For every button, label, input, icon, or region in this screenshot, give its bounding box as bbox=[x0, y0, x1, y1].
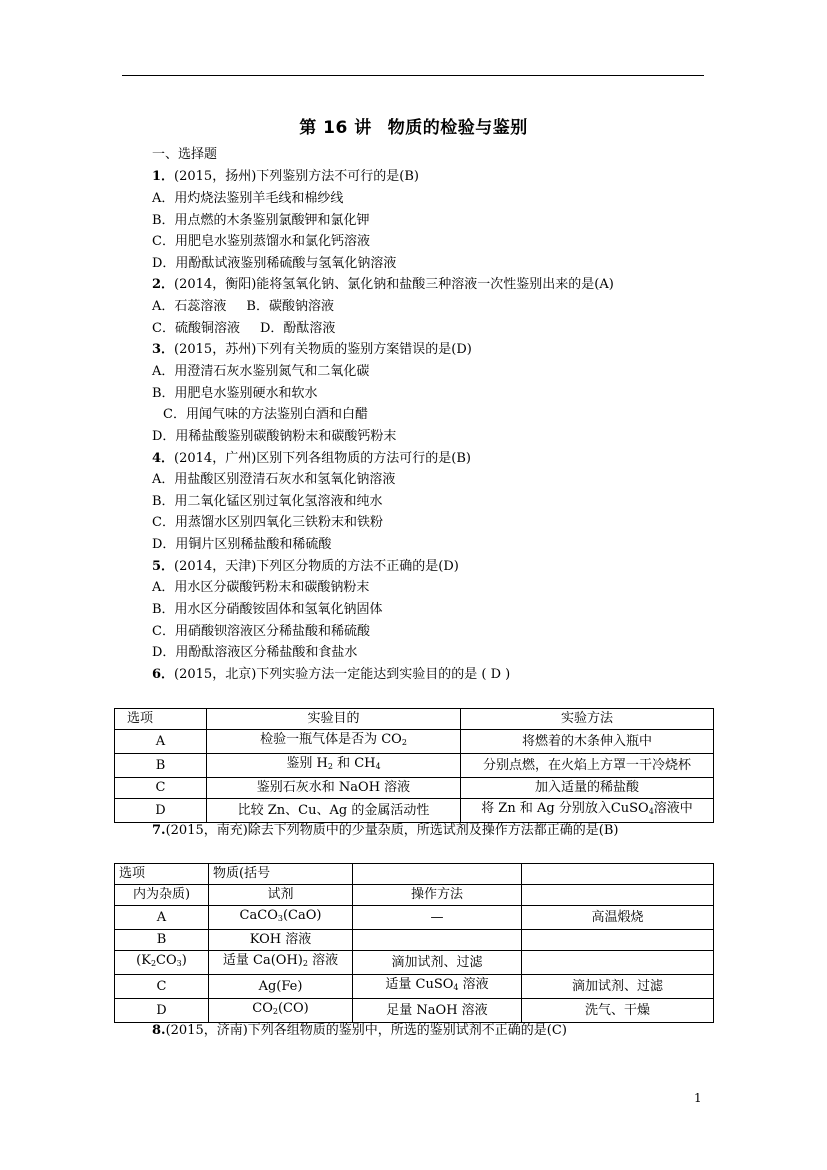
cell-text: CO bbox=[156, 953, 177, 968]
cell bbox=[522, 930, 714, 951]
question-8 bbox=[152, 1023, 567, 1039]
cell-method: 将燃着的木条伸入瓶中 bbox=[461, 730, 714, 754]
q7-stem: (2015，南充)除去下列物质中的少量杂质，所选试剂及操作方法都正确的是(B) bbox=[165, 823, 619, 838]
q4-stem: (2014，广州)区别下列各组物质的方法可行的是(B) bbox=[174, 451, 471, 466]
header-purpose: 实验目的 bbox=[207, 709, 461, 730]
subscript: 2 bbox=[327, 762, 333, 771]
cell-text: (K bbox=[136, 953, 151, 968]
cell-text: 适量 CuSO bbox=[385, 977, 454, 992]
question-2 bbox=[152, 277, 614, 293]
cell-purpose: 鉴别石灰水和 NaOH 溶液 bbox=[207, 778, 461, 799]
subscript: 3 bbox=[176, 959, 182, 968]
question-6 bbox=[152, 667, 510, 683]
q5-option-c: C．用硝酸钡溶液区分稀盐酸和稀硫酸 bbox=[152, 624, 370, 639]
q3-option-c: C．用闻气味的方法鉴别白酒和白醋 bbox=[163, 407, 368, 422]
cell-text: 和 CH bbox=[332, 756, 376, 771]
header-option: 选项 bbox=[115, 709, 207, 730]
page-number: 1 bbox=[694, 1091, 702, 1105]
q4-option-a: A．用盐酸区别澄清石灰水和氢氧化钠溶液 bbox=[152, 472, 396, 487]
cell-method bbox=[461, 799, 714, 823]
q1-number: 1． bbox=[152, 169, 175, 184]
q3-number: 3． bbox=[152, 342, 175, 357]
cell-option: B bbox=[115, 754, 207, 778]
subscript: 3 bbox=[277, 914, 283, 923]
cell-substance bbox=[209, 906, 353, 930]
subscript: 2 bbox=[401, 738, 407, 747]
q1-option-c: C．用肥皂水鉴别蒸馏水和氯化钙溶液 bbox=[152, 234, 370, 249]
table-row bbox=[115, 885, 714, 906]
q2-option-d: D．酚酞溶液 bbox=[259, 321, 336, 336]
cell-purpose bbox=[207, 754, 461, 778]
cell-method: 滴加试剂、过滤 bbox=[522, 975, 714, 999]
cell: 内为杂质) bbox=[115, 885, 209, 906]
q5-stem: (2014，天津)下列区分物质的方法不正确的是(D) bbox=[174, 559, 459, 574]
cell-text: 溶液 bbox=[307, 953, 339, 968]
cell-option: A bbox=[115, 730, 207, 754]
q6-stem: (2015，北京)下列实验方法一定能达到实验目的的是 ( D ) bbox=[174, 667, 511, 682]
q5-option-d: D．用酚酞溶液区分稀盐酸和食盐水 bbox=[152, 645, 358, 660]
q4-option-b: B．用二氧化锰区别过氧化氢溶液和纯水 bbox=[152, 494, 383, 509]
q1-option-d: D．用酚酞试液鉴别稀硫酸与氢氧化钠溶液 bbox=[152, 256, 397, 271]
subscript: 2 bbox=[272, 1007, 278, 1016]
q2-options-ab bbox=[152, 299, 334, 315]
cell-reagent bbox=[353, 975, 522, 999]
cell-text: (CaO) bbox=[282, 908, 322, 923]
cell-method: 高温煅烧 bbox=[522, 906, 714, 930]
section-heading: 一、选择题 bbox=[152, 147, 218, 162]
q5-option-a: A．用水区分碳酸钙粉末和碳酸钠粉末 bbox=[152, 580, 370, 595]
q2-options-cd bbox=[152, 321, 335, 337]
table-row bbox=[115, 730, 714, 754]
q3-option-d: D．用稀盐酸鉴别碳酸钠粉末和碳酸钙粉末 bbox=[152, 429, 397, 444]
table-row bbox=[115, 975, 714, 999]
cell-option: A bbox=[115, 906, 209, 930]
table-row bbox=[115, 930, 714, 951]
header-rule bbox=[122, 75, 704, 76]
cell-text: ) bbox=[181, 953, 187, 968]
q2-option-c: C．硫酸铜溶液 bbox=[152, 321, 240, 336]
q6-number: 6． bbox=[152, 667, 175, 682]
cell-method: 洗气、干燥 bbox=[522, 999, 714, 1023]
table-q6 bbox=[114, 708, 714, 823]
page-title bbox=[0, 113, 827, 138]
table-row bbox=[115, 999, 714, 1023]
q2-option-b: B．碳酸钠溶液 bbox=[246, 299, 334, 314]
cell-text: 适量 Ca(OH) bbox=[222, 953, 303, 968]
q1-stem: (2015，扬州)下列鉴别方法不可行的是(B) bbox=[174, 169, 419, 184]
q3-stem: (2015，苏州)下列有关物质的鉴别方案错误的是(D) bbox=[174, 342, 472, 357]
q1-option-b: B．用点燃的木条鉴别氯酸钾和氯化钾 bbox=[152, 213, 370, 228]
cell-text: 将 Zn 和 Ag 分别放入CuSO bbox=[481, 801, 649, 816]
subscript: 4 bbox=[375, 762, 381, 771]
q5-number: 5． bbox=[152, 559, 175, 574]
question-5 bbox=[152, 559, 459, 575]
cell-substance: KOH 溶液 bbox=[209, 930, 353, 951]
header-method: 实验方法 bbox=[461, 709, 714, 730]
q4-option-d: D．用铜片区别稀盐酸和稀硫酸 bbox=[152, 537, 332, 552]
q7-number: 7. bbox=[152, 823, 166, 838]
q3-option-b: B．用肥皂水鉴别硬水和软水 bbox=[152, 386, 318, 401]
q4-number: 4． bbox=[152, 451, 175, 466]
cell: 操作方法 bbox=[353, 885, 522, 906]
cell bbox=[522, 864, 714, 885]
table-header-row bbox=[115, 709, 714, 730]
cell-method: 分别点燃，在火焰上方罩一干冷烧杯 bbox=[461, 754, 714, 778]
cell-text: 溶液中 bbox=[653, 801, 693, 816]
table-row bbox=[115, 799, 714, 823]
q5-option-b: B．用水区分硝酸铵固体和氢氧化钠固体 bbox=[152, 602, 383, 617]
cell: 选项 bbox=[115, 864, 209, 885]
cell-text: CaCO bbox=[239, 908, 278, 923]
q4-option-c: C．用蒸馏水区别四氧化三铁粉末和铁粉 bbox=[152, 515, 383, 530]
cell-purpose bbox=[207, 730, 461, 754]
subscript: 4 bbox=[648, 807, 654, 816]
cell-option: C bbox=[115, 975, 209, 999]
cell-impurity bbox=[115, 951, 209, 975]
cell bbox=[522, 951, 714, 975]
subscript: 2 bbox=[150, 959, 157, 968]
cell-reagent: 足量 NaOH 溶液 bbox=[353, 999, 522, 1023]
table-row bbox=[115, 864, 714, 885]
cell-option: C bbox=[115, 778, 207, 799]
table-q7 bbox=[114, 863, 714, 1023]
cell-option: B bbox=[115, 930, 209, 951]
cell-text: 溶液 bbox=[458, 977, 489, 992]
question-4 bbox=[152, 451, 471, 467]
cell: 物质(括号 bbox=[209, 864, 353, 885]
cell-reagent bbox=[209, 951, 353, 975]
cell-reagent: — bbox=[353, 906, 522, 930]
cell: 试剂 bbox=[209, 885, 353, 906]
table-row bbox=[115, 906, 714, 930]
cell-text: 鉴别 H bbox=[286, 756, 328, 771]
subscript: 4 bbox=[453, 983, 459, 992]
question-1 bbox=[152, 169, 419, 185]
question-3 bbox=[152, 342, 472, 358]
q3-option-a: A．用澄清石灰水鉴别氮气和二氧化碳 bbox=[152, 364, 370, 379]
q8-stem: (2015，济南)下列各组物质的鉴别中，所选的鉴别试剂不正确的是(C) bbox=[165, 1023, 567, 1038]
cell-text: (CO) bbox=[277, 1001, 309, 1016]
cell-method: 滴加试剂、过滤 bbox=[353, 951, 522, 975]
question-7 bbox=[152, 823, 619, 839]
table-row bbox=[115, 951, 714, 975]
title-topic: 物质的检验与鉴别 bbox=[387, 118, 528, 138]
cell-text: 检验一瓶气体是否为 CO bbox=[260, 732, 402, 747]
subscript: 2 bbox=[302, 959, 308, 968]
cell-substance bbox=[209, 999, 353, 1023]
q1-option-a: A．用灼烧法鉴别羊毛线和棉纱线 bbox=[152, 191, 344, 206]
cell bbox=[353, 930, 522, 951]
q2-option-a: A．石蕊溶液 bbox=[152, 299, 227, 314]
title-lesson: 第 16 讲 bbox=[299, 118, 372, 138]
cell-purpose: 比较 Zn、Cu、Ag 的金属活动性 bbox=[207, 799, 461, 823]
cell bbox=[353, 864, 522, 885]
cell-method: 加入适量的稀盐酸 bbox=[461, 778, 714, 799]
table-row bbox=[115, 778, 714, 799]
q2-stem: (2014，衡阳)能将氢氧化钠、氯化钠和盐酸三种溶液一次性鉴别出来的是(A) bbox=[174, 277, 614, 292]
cell-text: CO bbox=[252, 1001, 273, 1016]
q8-number: 8. bbox=[152, 1023, 166, 1038]
cell bbox=[522, 885, 714, 906]
cell-option: D bbox=[115, 799, 207, 823]
cell-substance: Ag(Fe) bbox=[209, 975, 353, 999]
q2-number: 2． bbox=[152, 277, 175, 292]
table-row bbox=[115, 754, 714, 778]
cell-option: D bbox=[115, 999, 209, 1023]
